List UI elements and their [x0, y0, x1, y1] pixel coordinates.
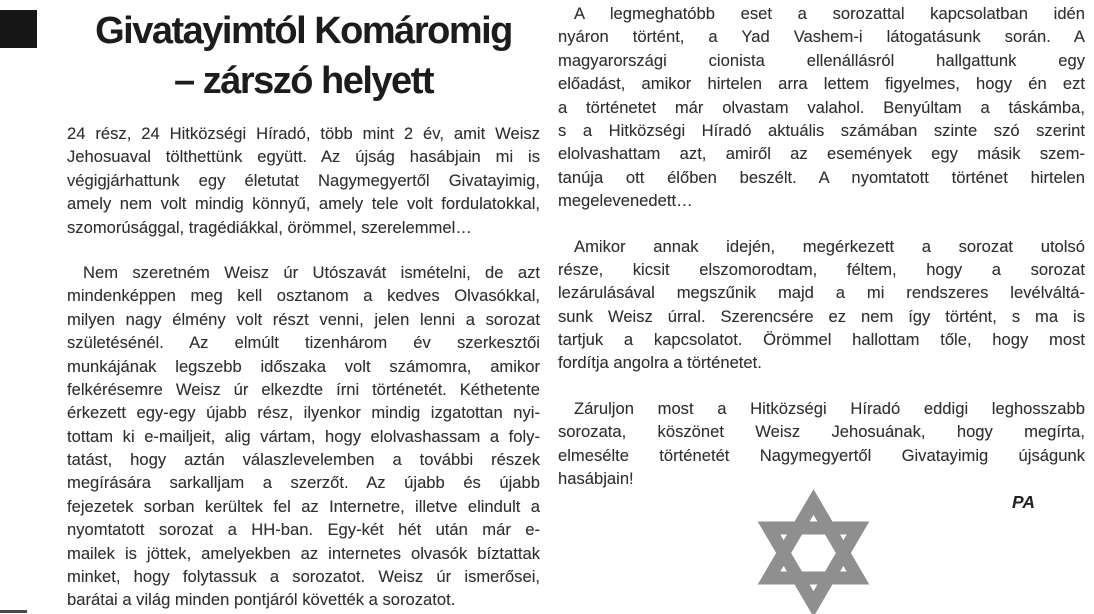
text-line: elolvashattam azt, amiről az események egy másik szem- [558, 144, 1085, 164]
scan-artifact-black-mark [0, 10, 37, 48]
text-line: A legmeghatóbb eset a sorozattal kapcsolatban idén [574, 4, 1085, 23]
text-line: barátai a világ minden pontjáról követték a sorozatot. [67, 590, 456, 610]
text-line: nyomtatott sorozat a HH-ban. Egy-két hét után már e- [67, 520, 540, 540]
text-line: megelevenedett… [558, 191, 693, 211]
star-of-david-icon [757, 488, 870, 614]
text-line: tanúja ott élőben beszélt. A nyomtatott történet hirtelen [558, 167, 1085, 187]
text-line: magyarországi cionista ellenállásról hallgattunk egy [558, 50, 1085, 70]
left-column-body [67, 122, 540, 612]
article-title [67, 6, 540, 106]
article-title-line-1: Givatayimtól Komáromig [95, 10, 512, 52]
text-line: 24 rész, 24 Hitközségi Híradó, több mint 2 év, amit Weisz [67, 124, 540, 143]
text-line: megírására sarkalljam a szerzőt. Az újabb és újabb [67, 473, 540, 493]
paragraph [558, 397, 1085, 491]
text-line: munkájának legszebb időszaka volt számomra, amikor [67, 356, 540, 376]
text-line: születésénél. Az elmúlt tizenhárom év szerkesztői [67, 333, 540, 353]
text-line: sorozata, köszönet Weisz Jehosuának, hogy megírta, [558, 422, 1085, 442]
text-line: tatást, hogy aztán válaszlevelemben a további részek [67, 450, 540, 470]
text-line: tottam ki e-mailjeit, alig vártam, hogy elolvashassam a foly- [67, 426, 540, 446]
text-line: fordítja angolra a történetet. [558, 353, 762, 373]
text-line: Jehosuaval tölthettünk együtt. Az újság hasábjain mi is [67, 147, 540, 167]
text-line: Amikor annak idején, megérkezett a sorozat utolsó [574, 236, 1085, 256]
text-line: a történetet már olvastam valahol. Benyúltam a táskámba, [558, 97, 1085, 117]
article-title-line-2: – zárszó helyett [174, 60, 433, 102]
text-line: nyáron történt, a Yad Vashem-i látogatásunk során. A [558, 27, 1085, 47]
author-signature: PA [1011, 492, 1035, 513]
paragraph [558, 235, 1085, 375]
text-line: minket, hogy folytassuk a sorozatot. Weisz úr ismerősei, [67, 567, 540, 587]
text-line: tartjuk a kapcsolatot. Örömmel hallottam tőle, hogy most [558, 330, 1085, 350]
text-line: elmesélte történetét Nagymegyertől Givatayimig újságunk [558, 445, 1085, 465]
text-line: mindenképpen meg kell osztanom a kedves Olvasókkal, [67, 286, 540, 306]
text-line: hasábjain! [558, 469, 634, 489]
text-line: Nem szeretném Weisz úr Utószavát ismételni, de azt [83, 262, 540, 282]
text-line: előadást, amikor hirtelen arra lettem figyelmes, hogy én ezt [558, 74, 1085, 94]
text-line: szomorúsággal, tragédiákkal, örömmel, szerelemmel… [67, 217, 472, 237]
text-line: mailek is jöttek, amelyekben az internetes olvasók bíztattak [67, 543, 540, 563]
paragraph [558, 2, 1085, 213]
text-line: s a Hitközségi Híradó aktuális számában szinte szó szerint [558, 120, 1085, 140]
text-line: érkezett egy-egy újabb rész, ilyenkor mindig izgatottan nyi- [67, 403, 540, 423]
text-line: fejezetek sorban kerültek fel az Internetre, illetve elindult a [67, 496, 540, 516]
paragraph [67, 122, 540, 239]
text-line: milyen nagy élmény volt részt venni, jelen lenni a sorozat [67, 309, 540, 329]
scan-artifact-footer-line [0, 610, 27, 613]
text-line: sunk Weisz úrral. Szerencsére ez nem így történt, s ma is [558, 306, 1085, 326]
text-line: felkérésemre Weisz úr elkezdte írni történetét. Kéthetente [67, 379, 540, 399]
right-column [558, 2, 1085, 514]
text-line: Záruljon most a Hitközségi Híradó eddigi leghosszabb [574, 398, 1085, 418]
text-line: végigjárhattunk egy életutat Nagymegyertől Givatayimig, [67, 170, 540, 190]
paragraph [67, 261, 540, 612]
right-column-body [558, 2, 1085, 490]
text-line: lezárulásával megszűnik majd a mi rendszeres levélváltá- [558, 283, 1085, 303]
text-line: amely nem volt mindig könnyű, amely tele volt fordulatokkal, [67, 194, 540, 214]
text-line: része, kicsit elszomorodtam, féltem, hogy a sorozat [558, 259, 1085, 279]
left-column [67, 0, 540, 612]
